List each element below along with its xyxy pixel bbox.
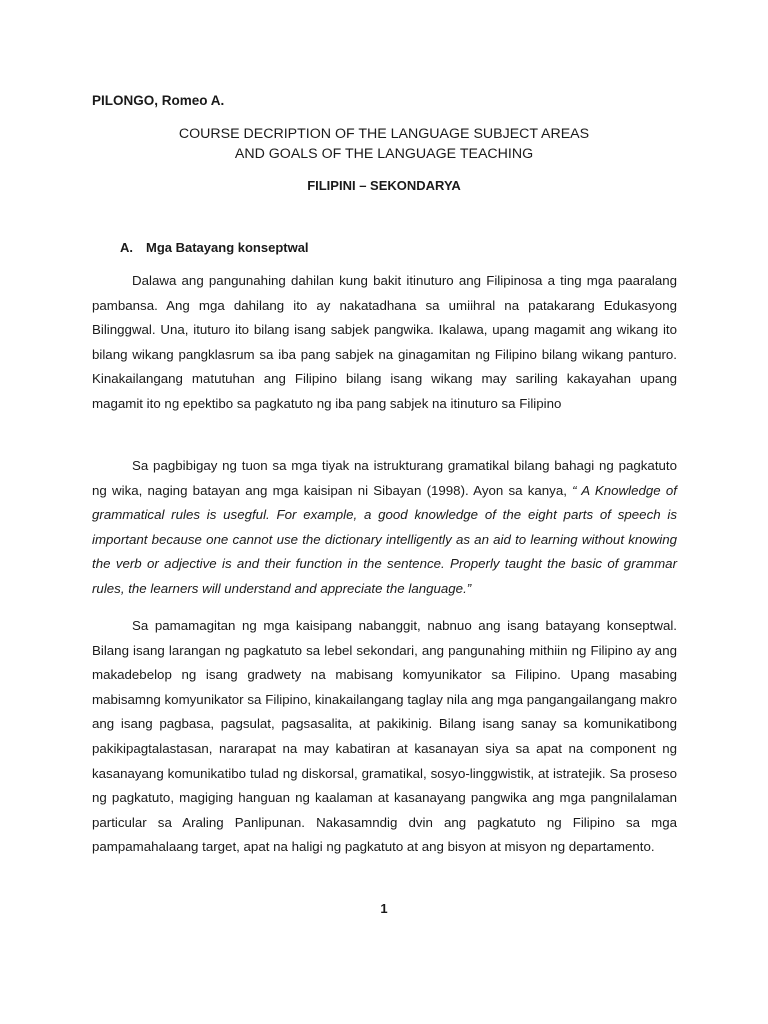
paragraph-3: Sa pamamagitan ng mga kaisipang nabanggit, nabnuo ang isang batayang konseptwal. Bilang isang larangan ng pagkatuto sa lebel sekondari, ang pangunahing mithiin ng Filipino ay ang makadebelop ng isang gradwety na mabisang komyunikator sa Filipino. Upang masabing mabisamng komyunikator sa Filipino, kinakailangang taglay nila ang mga pangangailangang makro ang isang pagbasa, pagsulat, pagsasalita, at pakikinig. Bilang isang sanay sa komunikatibong pakikipagtalastasan, nararapat na may kabatiran at kasanayan siya sa apat na component ng kasanayang komunikatibo tulad ng diskorsal, gramatikal, sosyo-linggwistik, at istratejik. Sa proseso ng pagkatuto, magiging hanguan ng kaalaman at kasanayang pangwika ang mga pangnilalaman particular sa Araling Panlipunan. Nakasamndig dvin ang pagkatuto ng Filipino sa mga pampamahalaang target, apat na haligi ng pagkatuto at ang bisyon at misyon ng departamento. [92, 618, 677, 855]
paragraph-1: Dalawa ang pangunahing dahilan kung bakit itinuturo ang Filipinosa a ting mga paaralang pambansa. Ang mga dahilang ito ay nakatadhana sa umiihral na patakarang Edukasyong Bilinggwal. Una, ituturo ito bilang isang sabjek pangwika. Ikalawa, upang magamit ang wikang ito bilang wikang pangklasrum sa iba pang sabjek na ginagamitan ng Filipino bilang wikang panturo. Kinakailangang matutuhan ang Filipino bilang isang wikang may sariling kakayahan upang magamit ito ng epektibo sa pagkatuto ng iba pang sabjek na itinuturo sa Filipino [92, 273, 677, 411]
paragraph-2-intro: Sa pagbibigay ng tuon sa mga tiyak na istrukturang gramatikal bilang bahagi ng pagkatuto ng wika, naging batayan ang mga kaisipan ni Sibayan (1998). Ayon sa kanya, [92, 458, 677, 498]
paragraph-2 [92, 454, 677, 602]
document-subtitle: FILIPINI – SEKONDARYA [307, 178, 461, 193]
title-line-1: COURSE DECRIPTION OF THE LANGUAGE SUBJECT AREAS [178, 126, 590, 142]
section-heading [120, 240, 309, 255]
section-letter: A. [120, 240, 133, 255]
author-name: PILONGO, Romeo A. [92, 93, 225, 108]
section-title: Mga Batayang konseptwal [146, 240, 309, 255]
title-line-2: AND GOALS OF THE LANGUAGE TEACHING [234, 146, 534, 162]
document-title [0, 124, 768, 164]
paragraph-2-quote: “ A Knowledge of grammatical rules is usegful. For example, a good knowledge of the eight parts of speech is important because one cannot use the dictionary intelligently as an aid to learning without knowing the verb or adjective is and their function in the sentence. Properly taught the basic of grammar rules, the learners will understand and appreciate the language.” [92, 482, 678, 596]
page-number: 1 [380, 901, 388, 916]
